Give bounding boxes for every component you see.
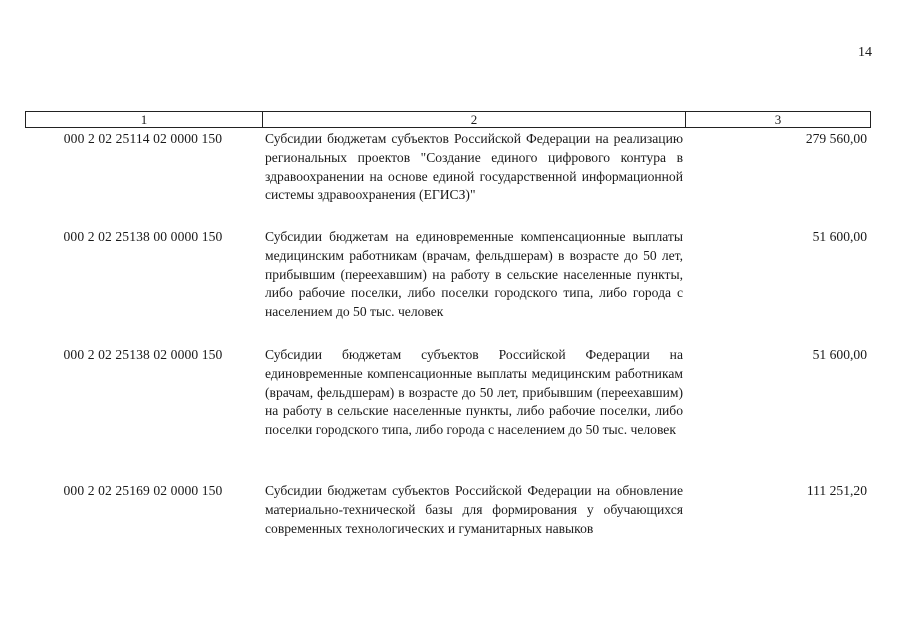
amount-value: 279 560,00 <box>805 131 867 146</box>
budget-table <box>25 111 871 536</box>
column-header-3: 3 <box>774 112 782 127</box>
classification-code: 000 2 02 25138 00 0000 150 <box>63 229 223 244</box>
classification-code: 000 2 02 25114 02 0000 150 <box>63 131 223 146</box>
amount-value: 51 600,00 <box>812 347 867 362</box>
amount-value: 111 251,20 <box>806 483 867 498</box>
revenue-name: Субсидии бюджетам субъектов Российской Федерации на обновление материально-технической базы для формирования у обучающихся современных технологических и гуманитарных навыков <box>265 483 683 536</box>
amount-value: 51 600,00 <box>812 229 867 244</box>
table-header-row <box>25 111 871 128</box>
revenue-name: Субсидии бюджетам субъектов Российской Федерации на единовременные компенсационные выплаты медицинским работникам (врачам, фельдшерам) в возрасте до 50 лет, прибывшим (переехавшим) на работу в сельские населенные пункты, либо рабочие поселки, либо поселки городского типа, либо города с населением до 50 тыс. человек <box>265 347 683 438</box>
revenue-name: Субсидии бюджетам на единовременные компенсационные выплаты медицинским работникам (врачам, фельдшерам) в возрасте до 50 лет, прибывшим (переехавшим) на работу в сельские населенные пункты, либо рабочие поселки, либо поселки городского типа, либо города с населением до 50 тыс. человек <box>265 229 683 320</box>
classification-code: 000 2 02 25138 02 0000 150 <box>63 347 223 362</box>
column-header-2: 2 <box>263 112 686 127</box>
page-number: 14 <box>858 45 872 60</box>
column-header-1: 1 <box>26 112 263 127</box>
revenue-name: Субсидии бюджетам субъектов Российской Федерации на реализацию региональных проектов "Создание единого цифрового контура в здравоохранении на основе единой государственной информационной системы здравоохранения (ЕГИСЗ)" <box>265 131 683 203</box>
classification-code: 000 2 02 25169 02 0000 150 <box>63 483 223 498</box>
